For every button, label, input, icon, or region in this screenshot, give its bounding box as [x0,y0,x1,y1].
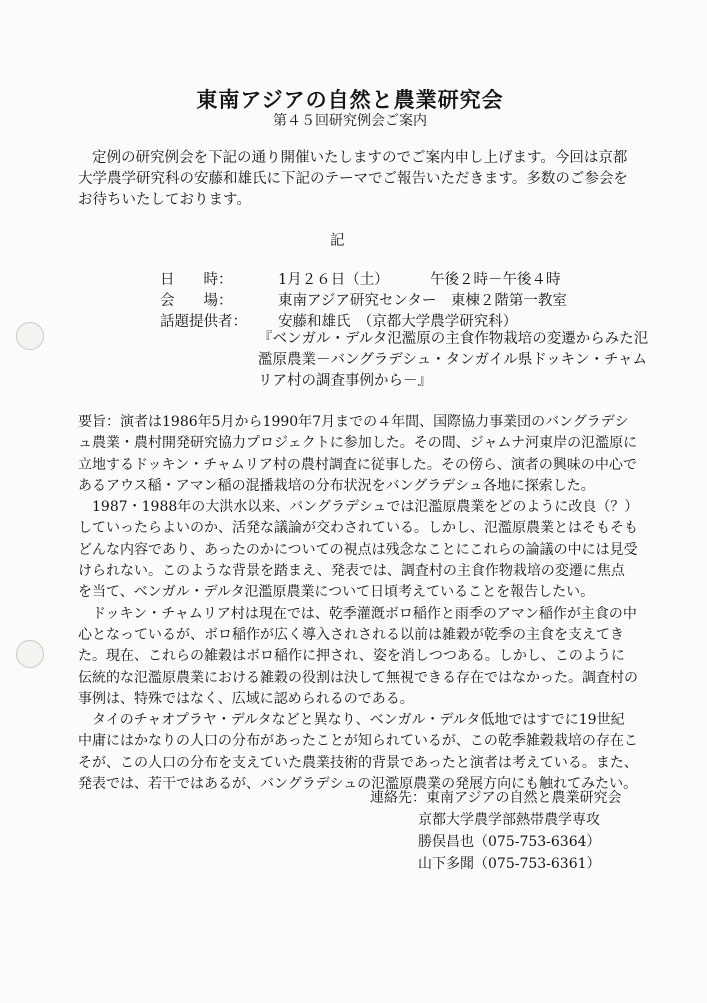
date-row [160,268,660,289]
summary-paragraph-3: ドッキン・チャムリア村は現在では、乾季灌漑ボロ稲作と雨季のアマン稲作が主食の中心となっているが、ボロ稲作が広く導入されされる以前は雑穀が乾季の主食を支えてきた。現在、これらの雑穀はボロ稲作に押され、姿を消しつつある。しかし、このように伝統的な氾濫原農業における雑穀の役割は決して無視できる存在ではなかった。調査村の事例は、特殊ではなく、広域に認められるのである。 [78,605,638,707]
contact-line-org [370,787,670,809]
date-label: 日 時： [160,272,233,288]
document-subtitle: 第４５回研究例会ご案内 [273,113,427,129]
contact-dept: 京都大学農学部熱帯農学専攻 [418,812,600,828]
punch-hole [16,640,44,668]
contact-person-2: 山下多聞（075-753-6361） [418,856,601,872]
venue-row [160,289,660,310]
contact-org: 東南アジアの自然と農業研究会 [426,790,622,806]
punch-hole [16,322,44,350]
contact-label: 連絡先： [370,790,426,806]
speaker-value: 安藤和雄氏 （京都大学農学研究科） [278,314,518,330]
time-value: 午後２時－午後４時 [430,272,561,288]
talk-topic: 『ベンガル・デルタ氾濫原の主食作物栽培の変遷からみた氾濫原農業－バングラデシュ・タンガイル県ドッキン・チャムリア村の調査事例から－』 [258,331,649,389]
summary-section [78,412,638,795]
summary-paragraph-4: タイのチャオプラヤ・デルタなどと異なり、ベンガル・デルタ低地ではすでに19世紀中庸にはかなりの人口の分布があったことが知られているが、この乾季雑穀栽培の存在こそが、この人口の分布を支えていた農業技術的背景であったと演者は考えている。また、発表では、若干ではあるが、バングラデシュの氾濫原農業の発展方向にも触れてみたい。 [78,712,638,793]
document-title: 東南アジアの自然と農業研究会 [196,87,504,112]
summary-paragraph-1: 要旨：演者は1986年5月から1990年7月までの４年間、国際協力事業団のバングラデシュ農業・農村開発研究協力プロジェクトに参加した。その間、ジャムナ河東岸の氾濫原に立地するドッキン・チャムリア村の農村調査に従事した。その傍ら、演者の興味の中心であるアウス稲・アマン稲の混播栽培の分布状況をバングラデシュ各地に探索した。 [78,414,638,494]
speaker-row [160,310,660,331]
date-value: 1月２６日（土） [278,272,389,288]
speaker-label: 話題提供者： [160,314,247,330]
venue-label: 会 場： [160,293,233,309]
event-details [160,268,660,331]
contact-block [370,787,670,875]
summary-paragraph-2: 1987・1988年の大洪水以来、バングラデシュでは氾濫原農業をどのように改良（？）していったらよいのか、活発な議論が交わされている。しかし、氾濫原農業とはそもそもどんな内容であり、あったのかについての視点は残念なことにこれらの論議の中には見受けられない。このような背景を踏まえ、発表では、調査村の主食作物栽培の変遷に焦点を当て、ベンガル・デルタ氾濫原農業について日頃考えていることを報告したい。 [78,499,638,601]
intro-paragraph: 定例の研究例会を下記の通り開催いたしますのでご案内申し上げます。今回は京都大学農学研究科の安藤和雄氏に下記のテーマでご報告いただきます。多数のご参会をお待ちいたしております。 [78,150,628,208]
ki-heading: 記 [330,233,345,249]
contact-person-1: 勝俣昌也（075-753-6364） [418,834,601,850]
venue-value: 東南アジア研究センター 東棟２階第一教室 [278,293,567,309]
